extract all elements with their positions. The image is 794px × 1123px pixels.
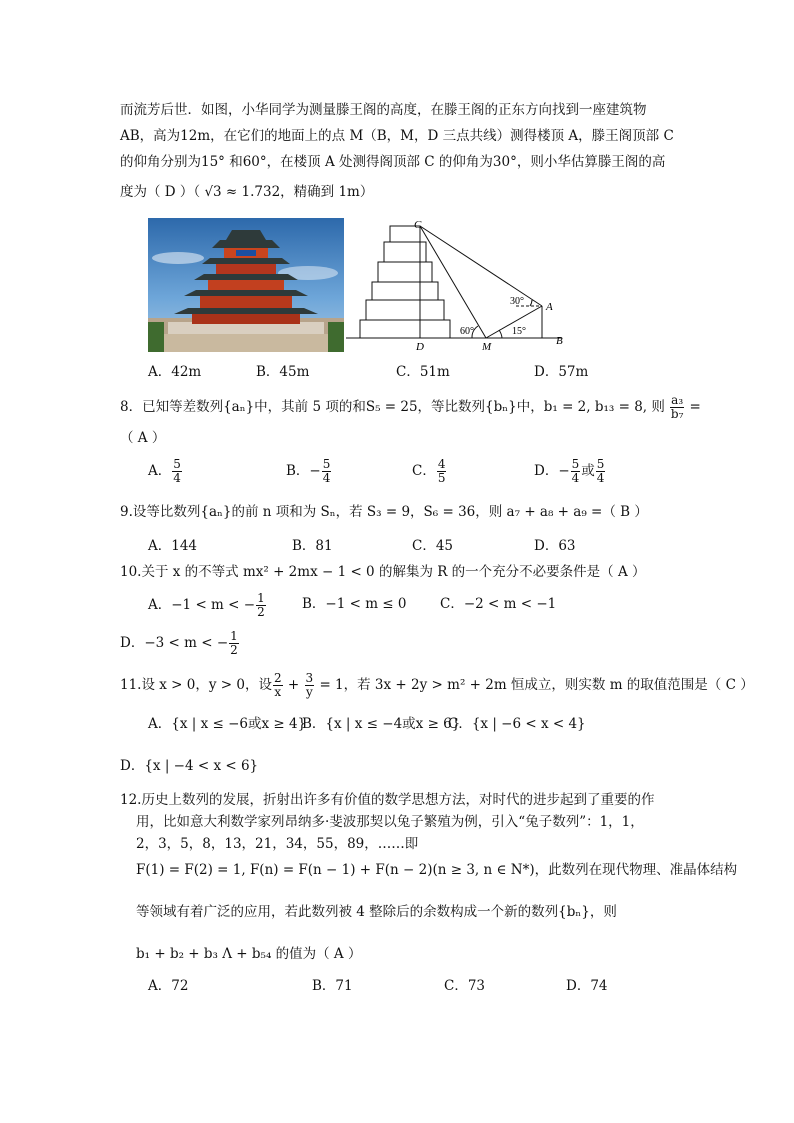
q12-option-d: D．74	[566, 978, 608, 994]
geometry-figure	[344, 218, 584, 358]
q10-a-frac	[256, 592, 266, 619]
q12-line-2: 用，比如意大利数学家列昂纳多·斐波那契以兔子繁殖为例，引入“兔子数列”：1，1，	[136, 814, 644, 830]
q8-option-b-frac	[322, 458, 332, 485]
q8-frac-den: b₇	[670, 407, 684, 421]
q12-option-c: C．73	[444, 978, 486, 994]
q11-post: = 1，若 3x + 2y > m² + 2m 恒成立，则实数 m 的取值范围是（ C ）	[315, 677, 754, 693]
label-angle-60: 60°	[460, 326, 474, 337]
q8-option-d-frac2	[596, 458, 606, 485]
label-angle-30: 30°	[510, 296, 524, 307]
q12-line-5: 等领域有着广泛的应用，若此数列被 4 整除后的余数构成一个新的数列{bₙ}，则	[136, 904, 617, 920]
q9-option-b: B．81	[292, 538, 333, 554]
q8-tail: =	[689, 399, 701, 415]
tengwang-pavilion-photo	[148, 218, 344, 352]
q8-c-num: 4	[437, 457, 446, 471]
q10-a-den: 2	[257, 605, 265, 619]
q12-line-4: F(1) = F(2) = 1, F(n) = F(n − 1) + F(n − 2)(n ≥ 3, n ∈ N*)，此数列在现代物理、准晶体结构	[136, 862, 738, 878]
q11-f2-den: y	[305, 685, 313, 699]
q8-d-num1: 5	[571, 457, 580, 471]
q11-pre: 11.设 x > 0，y > 0，设	[120, 677, 272, 693]
label-m: M	[482, 341, 492, 353]
q7-line-1: 而流芳后世．如图，小华同学为测量滕王阁的高度，在滕王阁的正东方向找到一座建筑物	[120, 102, 647, 118]
q10-a-num: 1	[257, 591, 265, 605]
q9-line-1: 9.设等比数列{aₙ}的前 n 项和为 Sₙ，若 S₃ = 9，S₆ = 36，则 a₇ + a₈ + a₉ =（ B ）	[120, 504, 648, 520]
label-c: C	[414, 219, 422, 231]
q9-option-d: D．63	[534, 538, 576, 554]
label-angle-15: 15°	[512, 326, 526, 337]
q10-line-1: 10.关于 x 的不等式 mx² + 2mx − 1 < 0 的解集为 R 的一个充分不必要条件是（ A ）	[120, 564, 646, 580]
q11-frac-2	[305, 672, 315, 699]
q8-option-b	[286, 458, 332, 485]
q12-line-1: 12.历史上数列的发展，折射出许多有价值的数学思想方法，对时代的进步起到了重要的作	[120, 792, 655, 808]
q8-d-num2: 5	[596, 457, 605, 471]
q8-b-sign: −	[309, 463, 321, 479]
q7-option-b: B．45m	[256, 364, 310, 380]
q12-option-b: B．71	[312, 978, 353, 994]
q8-a-den: 4	[173, 471, 181, 485]
q8-option-b-label: B．	[286, 463, 310, 479]
q8-fraction	[670, 394, 684, 421]
q9-option-c: C．45	[412, 538, 454, 554]
q7-option-a: A．42m	[148, 364, 202, 380]
q8-d-den1: 4	[571, 471, 580, 485]
q8-option-c	[412, 458, 447, 485]
q11-option-d: D．{x | −4 < x < 6}	[120, 758, 259, 774]
q8-b-num: 5	[322, 457, 331, 471]
q7-option-d: D．57m	[534, 364, 589, 380]
q11-option-a: A．{x | x ≤ −6或x ≥ 4}	[148, 716, 307, 732]
q8-b-den: 4	[322, 471, 331, 485]
q11-line-1	[120, 672, 754, 699]
q11-option-b: B．{x | x ≤ −4或x ≥ 6}	[302, 716, 461, 732]
q7-option-c: C．51m	[396, 364, 450, 380]
q8-option-c-label: C．	[412, 463, 436, 479]
q11-plus: +	[283, 677, 304, 693]
q10-option-a	[148, 592, 267, 619]
q10-option-c: C．−2 < m < −1	[440, 596, 557, 612]
q8-option-a-label: A．	[148, 463, 172, 479]
q10-option-d	[120, 630, 240, 657]
q10-d-frac	[229, 630, 239, 657]
q12-option-a: A．72	[148, 978, 189, 994]
q8-d-sign: −	[558, 463, 570, 479]
q12-line-3: 2，3，5，8，13，21，34，55，89，……即	[136, 836, 419, 852]
q10-d-pre: D．−3 < m < −	[120, 635, 229, 651]
q8-d-den2: 4	[596, 471, 605, 485]
q8-c-den: 5	[437, 471, 446, 485]
q9-option-a: A．144	[148, 538, 198, 554]
q7-line-4: 度为（ D ）（ √3 ≈ 1.732，精确到 1m）	[120, 184, 374, 200]
q8-frac-num: a₃	[671, 393, 684, 407]
q8-option-d	[534, 458, 606, 485]
q8-stem: 8．已知等差数列{aₙ}中，其前 5 项的和S₅ = 25，等比数列{bₙ}中，b₁ = 2, b₁₃ = 8, 则	[120, 399, 665, 415]
q11-option-c: C．{x | −6 < x < 4}	[448, 716, 586, 732]
q11-frac-1	[273, 672, 283, 699]
q7-line-3: 的仰角分别为15° 和60°，在楼顶 A 处测得阁顶部 C 的仰角为30°，则小华估算滕王阁的高	[120, 154, 666, 170]
q11-f1-den: x	[274, 685, 282, 699]
q11-f1-num: 2	[273, 671, 282, 685]
q10-d-den: 2	[230, 643, 238, 657]
q10-a-pre: A．−1 < m < −	[148, 597, 256, 613]
q10-d-num: 1	[230, 629, 238, 643]
label-a: A	[546, 301, 553, 313]
q8-d-mid: 或	[581, 463, 595, 479]
q7-line-2: AB，高为12m，在它们的地面上的点 M（B，M，D 三点共线）测得楼顶 A，滕王阁顶部 C	[120, 128, 674, 144]
label-b: B	[556, 335, 563, 347]
q10-option-b: B．−1 < m ≤ 0	[302, 596, 407, 612]
q8-option-c-frac	[437, 458, 447, 485]
q8-option-d-label: D．	[534, 463, 559, 479]
q12-line-6: b₁ + b₂ + b₃ Λ + b₅₄ 的值为（ A ）	[136, 946, 362, 962]
q8-option-d-frac1	[571, 458, 581, 485]
q8-a-num: 5	[173, 457, 181, 471]
q8-line-1	[120, 394, 701, 421]
label-d: D	[416, 341, 424, 353]
q8-option-a	[148, 458, 183, 485]
q8-option-a-frac	[172, 458, 182, 485]
q8-answer: （ A ）	[120, 430, 166, 446]
q11-f2-num: 3	[305, 671, 314, 685]
